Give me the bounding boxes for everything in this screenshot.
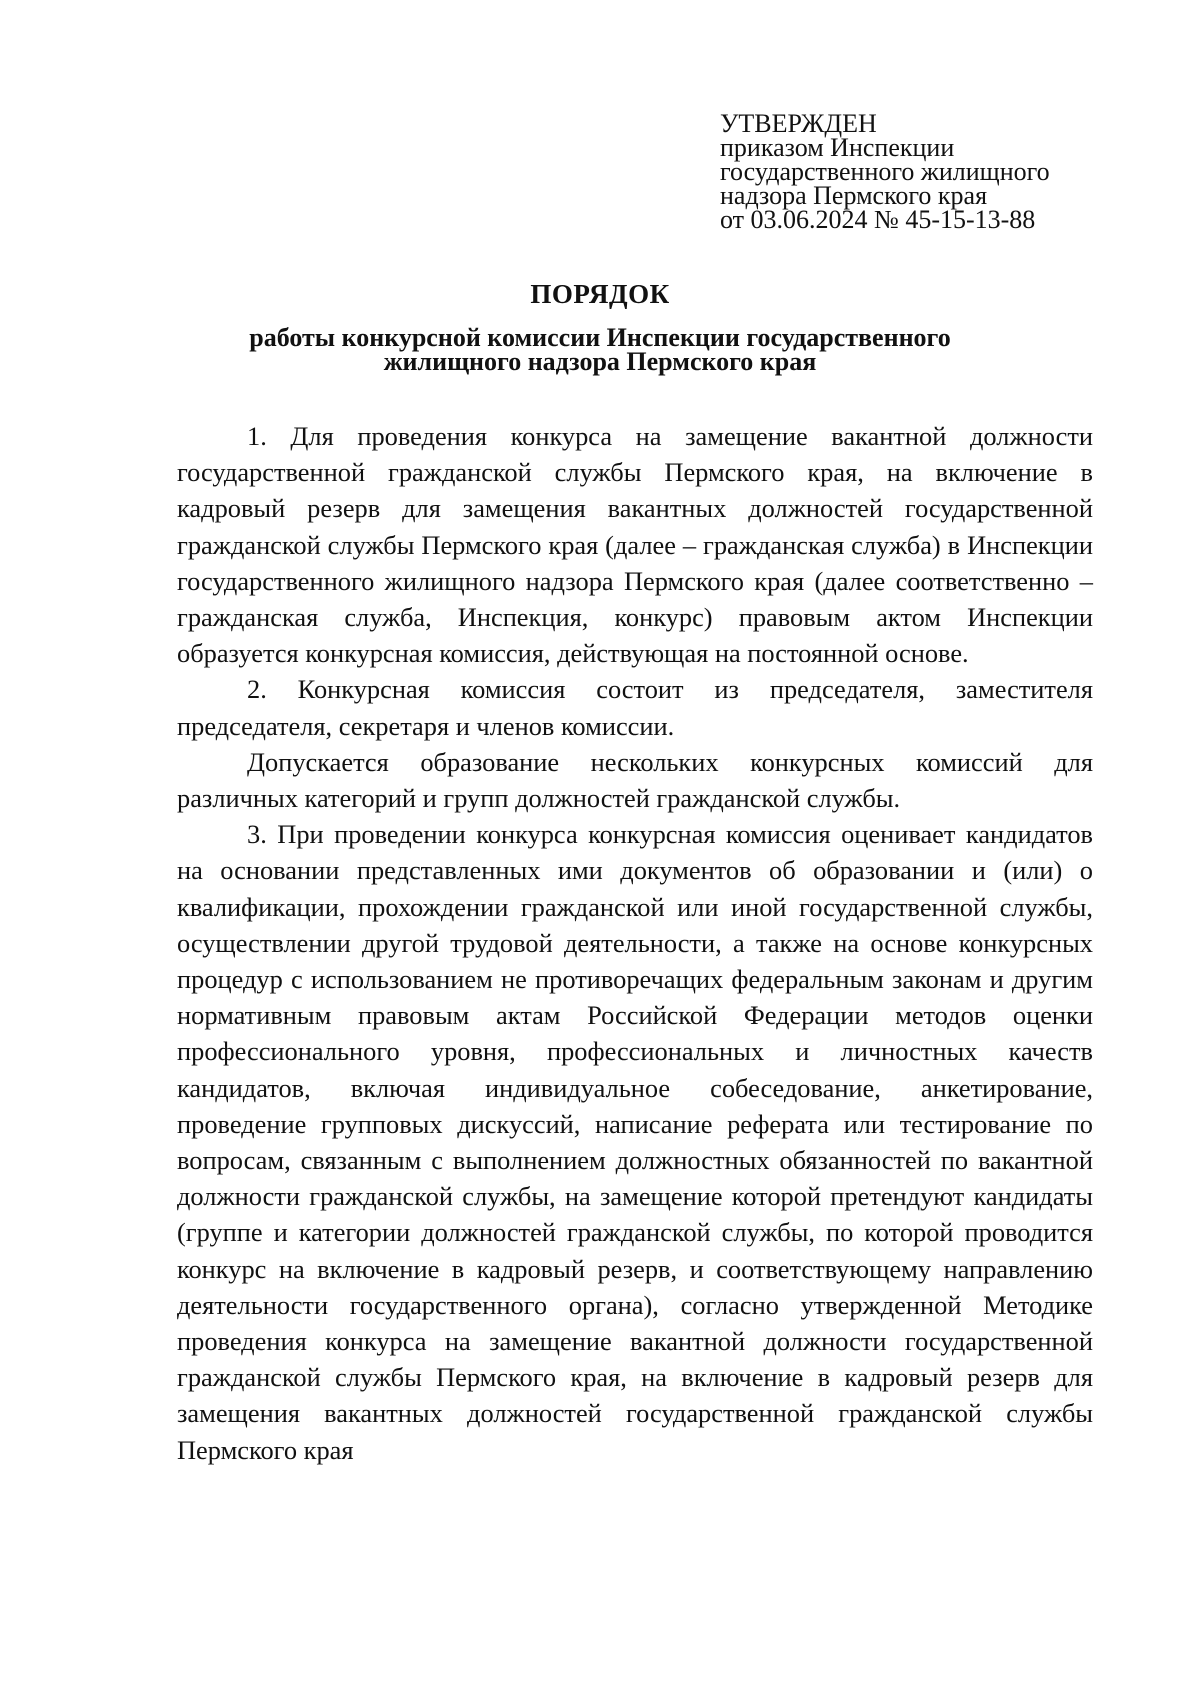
paragraph-2: 2. Конкурсная комиссия состоит из председателя, заместителя председателя, секретаря и членов комиссии.: [177, 674, 1093, 741]
document-title: ПОРЯДОК: [530, 279, 670, 309]
approval-date-number: от 03.06.2024 № 45-15-13-88: [720, 205, 1036, 234]
document-subtitle: [160, 323, 1040, 376]
approval-line: приказом Инспекции: [720, 133, 955, 162]
approval-line: надзора Пермского края: [720, 181, 988, 210]
paragraph-3: 3. При проведении конкурса конкурсная комиссия оценивает кандидатов на основании представленных ими документов об образовании и (или) о квалификации, прохождении гражданской или иной государственной службы, осуществлении другой трудовой деятельности, а также на основе конкурсных процедур с использованием не противоречащих федеральным законам и другим нормативным правовым актам Российской Федерации методов оценки профессионального уровня, профессиональных и личностных качеств кандидатов, включая индивидуальное собеседование, анкетирование, проведение групповых дискуссий, написание реферата или тестирование по вопросам, связанным с выполнением должностных обязанностей по вакантной должности гражданской службы, на замещение которой претендуют кандидаты (группе и категории должностей гражданской службы, по которой проводится конкурс на включение в кадровый резерв, и соответствующему направлению деятельности государственного органа), согласно утвержденной Методике проведения конкурса на замещение вакантной должности государственной гражданской службы Пермского края, на включение в кадровый резерв для замещения вакантных должностей государственной гражданской службы Пермского края: [177, 819, 1093, 1465]
paragraph-2-continued: Допускается образование нескольких конкурсных комиссий для различных категорий и групп должностей гражданской службы.: [177, 746, 1093, 814]
approval-line: государственного жилищного: [720, 157, 1050, 186]
document-body: [177, 418, 1093, 1468]
paragraph-1: 1. Для проведения конкурса на замещение вакантной должности государственной гражданской службы Пермского края, на включение в кадровый резерв для замещения вакантных должностей государственной гражданской службы Пермского края (далее – гражданская служба) в Инспекции государственного жилищного надзора Пермского края (далее соответственно – гражданская служба, Инспекция, конкурс) правовым актом Инспекции образуется конкурсная комиссия, действующая на постоянной основе.: [177, 421, 1093, 669]
approval-heading: УТВЕРЖДЕН: [720, 109, 877, 138]
approval-stamp: [720, 109, 1140, 234]
subtitle-line: жилищного надзора Пермского края: [383, 347, 817, 376]
subtitle-line: работы конкурсной комиссии Инспекции государственного: [249, 323, 951, 352]
